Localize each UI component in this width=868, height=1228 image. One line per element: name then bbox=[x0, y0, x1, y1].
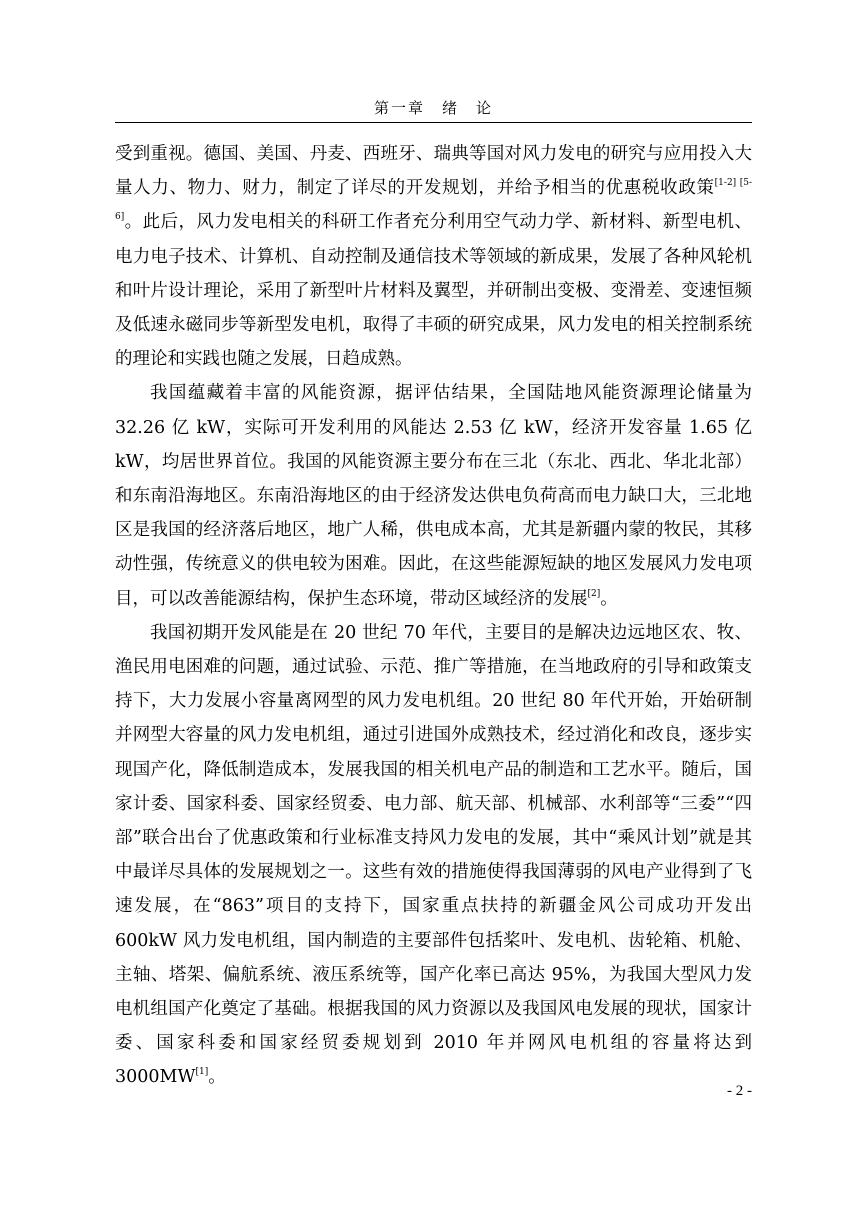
page-number: - 2 - bbox=[727, 1083, 752, 1099]
running-header: 第一章 绪 论 bbox=[373, 99, 493, 117]
paragraph-text: 我国初期开发风能是在 20 世纪 70 年代，主要目的是解决边远地区农、牧、渔民用电困难的问题，通过试验、示范、推广等措施，在当地政府的引导和政策支持下，大力发展小容量离网型的风力发电机组。20 世纪 80 年代开始，开始研制并网型大容量的风力发电机组，通过引进国外成熟技术，经过消化和改良，逐步实现国产化，降低制造成本，发展我国的相关机电产品的制造和工艺水平。随后，国家计委、国家科委、国家经贸委、电力部、航天部、机械部、水利部等“三委”“四部”联合出台了优惠政策和行业标准支持风力发电的发展，其中“乘风计划”就是其中最详尽具体的发展规划之一。这些有效的措施使得我国薄弱的风电产业得到了飞速发展，在“863”项目的支持下，国家重点扶持的新疆金风公司成功开发出 600kW 风力发电机组，国内制造的主要部件包括桨叶、发电机、齿轮箱、机舱、主轴、塔架、偏航系统、液压系统等，国产化率已高达 95%，为我国大型风力发电机组国产化奠定了基础。根据我国的风力资源以及我国风电发展的现状，国家计委、国家科委和国家经贸委规划到 2010 年并网风电机组的容量将达到 3000MW bbox=[115, 622, 752, 1088]
citation: [1-2] [5-6] bbox=[115, 178, 752, 223]
paragraph-1 bbox=[115, 137, 752, 376]
paragraph-3 bbox=[115, 616, 752, 1095]
citation: [1] bbox=[195, 1067, 209, 1078]
body-text bbox=[115, 137, 752, 1095]
citation: [2] bbox=[587, 588, 601, 599]
paragraph-text: 。 bbox=[208, 1067, 226, 1088]
paragraph-text: 。此后，风力发电相关的科研工作者充分利用空气动力学、新材料、新型电机、电力电子技术、计算机、自动控制及通信技术等领域的新成果，发展了各种风轮机和叶片设计理论，采用了新型叶片材料及翼型，并研制出变极、变滑差、变速恒频及低速永磁同步等新型发电机，取得了丰硕的研究成果，风力发电的相关控制系统的理论和实践也随之发展，日趋成熟。 bbox=[115, 212, 752, 370]
paragraph-text: 受到重视。德国、美国、丹麦、西班牙、瑞典等国对风力发电的研究与应用投入大量人力、物力、财力，制定了详尽的开发规划，并给予相当的优惠税收政策 bbox=[115, 144, 752, 199]
paragraph-2 bbox=[115, 376, 752, 615]
paragraph-text: 。 bbox=[600, 588, 618, 609]
header-rule bbox=[115, 122, 752, 123]
paragraph-text: 我国蕴藏着丰富的风能资源，据评估结果，全国陆地风能资源理论储量为 32.26 亿 kW，实际可开发利用的风能达 2.53 亿 kW，经济开发容量 1.65 亿 kW，均居世界首位。我国的风能资源主要分布在三北（东北、西北、华北北部）和东南沿海地区。东南沿海地区的由于经济发达供电负荷高而电力缺口大，三北地区是我国的经济落后地区，地广人稀，供电成本高，尤其是新疆内蒙的牧民，其移动性强，传统意义的供电较为困难。因此，在这些能源短缺的地区发展风力发电项目，可以改善能源结构，保护生态环境，带动区域经济的发展 bbox=[115, 383, 752, 609]
